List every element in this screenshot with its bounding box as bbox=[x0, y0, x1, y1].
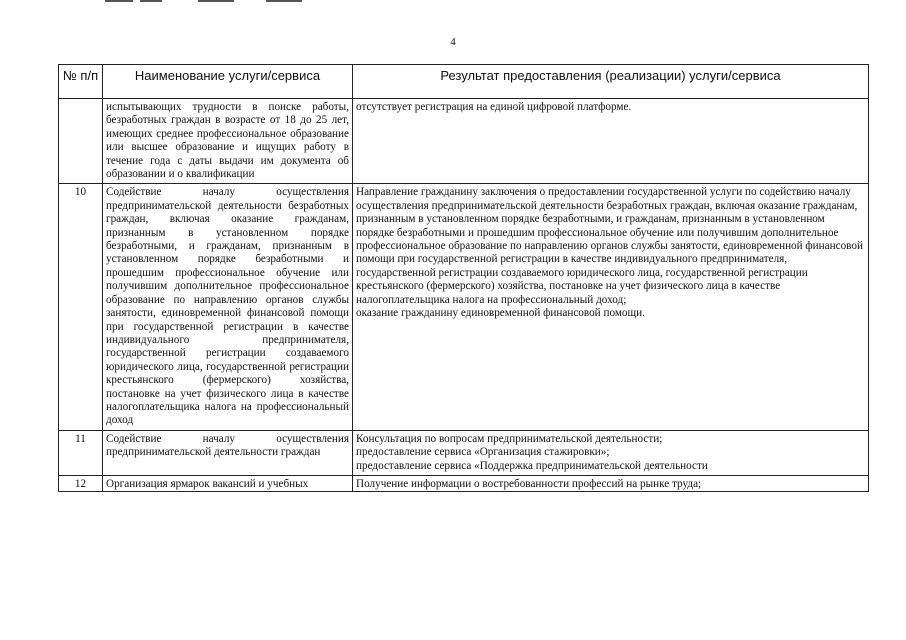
result-line: оказание гражданину единовременной финансовой помощи. bbox=[356, 307, 645, 320]
service-name-cell: Содействие началу осуществления предпринимательской деятельности граждан bbox=[103, 430, 353, 475]
header-result: Результат предоставления (реализации) услуги/сервиса bbox=[353, 65, 869, 99]
result-line: Получение информации о востребованности профессий на рынке труда; bbox=[356, 477, 702, 490]
services-table bbox=[58, 64, 869, 492]
result-cell bbox=[353, 99, 869, 184]
result-cell bbox=[353, 184, 869, 430]
result-cell bbox=[353, 430, 869, 475]
scan-top-marks bbox=[0, 0, 906, 4]
result-line: отсутствует регистрация на единой цифровой платформе. bbox=[356, 101, 632, 113]
service-name-cell: испытывающих трудности в поиске работы, безработных граждан в возрасте от 18 до 25 лет, имеющих среднее профессиональное образование или высшее образование и ищущих работу в течение года с даты выдачи им документа об образовании и о квалификации bbox=[103, 99, 353, 184]
service-name-cell: Содействие началу осуществления предпринимательской деятельности безработных граждан, включая оказание гражданам, признанным в установленном порядке безработными, и гражданам, признанным в установленном порядке безработными и прошедшим профессиональное обучение или получившим дополнительное профессиональное образование по направлению органов службы занятости, единовременной финансовой помощи при государственной регистрации в качестве индивидуального предпринимателя, государственной регистрации создаваемого юридического лица, государственной регистрации крестьянского (фермерского) хозяйства, постановке на учет физического лица в качестве налогоплательщика налога на профессиональный доход bbox=[103, 184, 353, 430]
table-row bbox=[59, 99, 869, 184]
row-number: 12 bbox=[59, 475, 103, 491]
result-cell bbox=[353, 475, 869, 491]
table-row bbox=[59, 430, 869, 475]
service-name-cell: Организация ярмарок вакансий и учебных bbox=[103, 475, 353, 491]
page-number: 4 bbox=[450, 36, 456, 48]
row-number: 11 bbox=[59, 430, 103, 475]
result-line: предоставление сервиса «Поддержка предпринимательской деятельности bbox=[356, 459, 708, 472]
table-row bbox=[59, 184, 869, 430]
result-line: Направление гражданину заключения о предоставлении государственной услуги по содействию началу осуществления предпринимательской деятельности безработных граждан, включая оказание гражданам, признанным в установленном порядке безработными, и гражданам, признанным в установленном порядке безработными и прошедшим профессиональное обучение или получившим дополнительное профессиональное образование по направлению органов службы занятости, единовременной финансовой помощи при государственной регистрации в качестве индивидуального предпринимателя, государственной регистрации создаваемого юридического лица, государственной регистрации крестьянского (фермерского) хозяйства, постановке на учет физического лица в качестве налогоплательщика налога на профессиональный доход; bbox=[356, 186, 863, 306]
row-number: 10 bbox=[59, 184, 103, 430]
header-number: № п/п bbox=[59, 65, 103, 99]
table-row bbox=[59, 475, 869, 491]
row-number bbox=[59, 99, 103, 184]
header-service-name: Наименование услуги/сервиса bbox=[103, 65, 353, 99]
result-line: предоставление сервиса «Организация стажировки»; bbox=[356, 446, 610, 459]
result-line: Консультация по вопросам предпринимательской деятельности; bbox=[356, 432, 663, 445]
table-header-row bbox=[59, 65, 869, 99]
